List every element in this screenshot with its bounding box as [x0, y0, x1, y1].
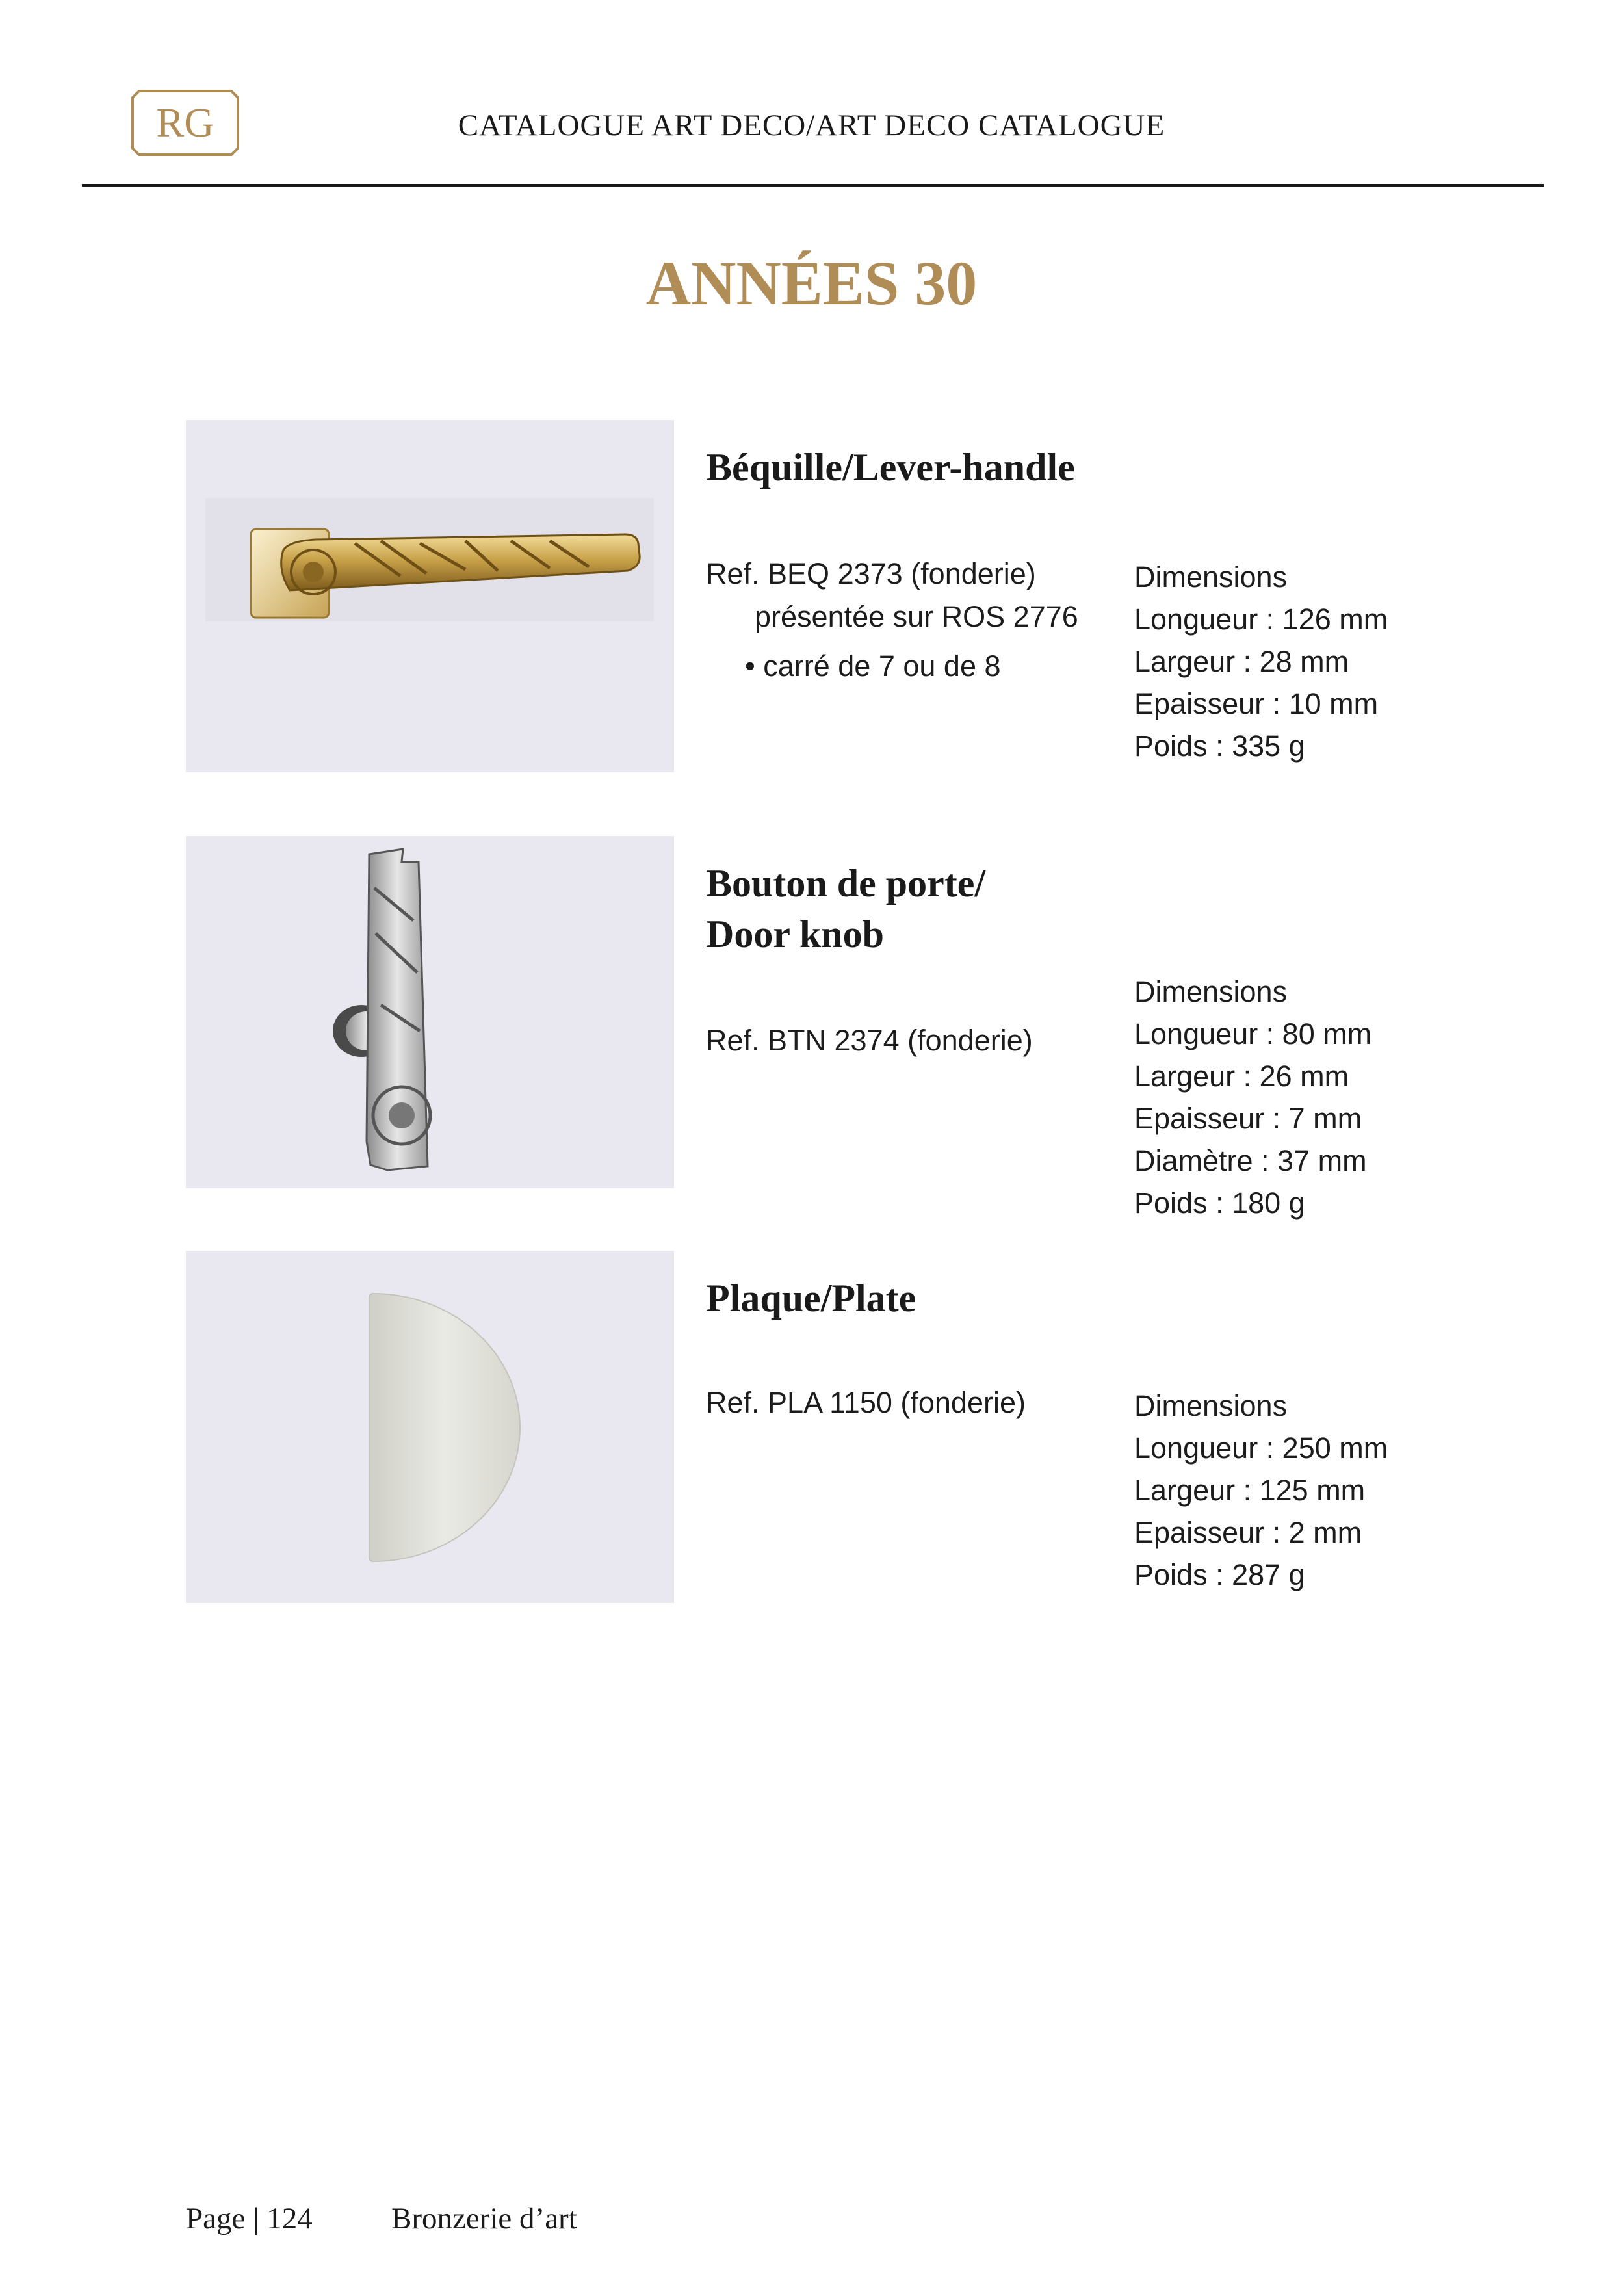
dimension-line: Epaisseur : 2 mm [1134, 1516, 1362, 1549]
page-number: Page | 124 [186, 2202, 313, 2236]
dimension-line: Largeur : 28 mm [1134, 645, 1349, 678]
silver-door-knob-icon [186, 836, 674, 1188]
product-name [706, 858, 1161, 959]
reference-code: Ref. BEQ 2373 (fonderie) [706, 557, 1036, 590]
product-name-line: Béquille/Lever-handle [706, 446, 1075, 489]
catalogue-title: CATALOGUE ART DECO/ART DECO CATALOGUE [458, 109, 1165, 142]
dimensions-heading: Dimensions [1134, 560, 1288, 594]
dimensions-heading: Dimensions [1134, 975, 1288, 1008]
reference-bullet: • carré de 7 ou de 8 [745, 649, 1001, 683]
product-name-line: Plaque/Plate [706, 1277, 916, 1320]
dimension-line: Epaisseur : 10 mm [1134, 687, 1379, 720]
dimension-line: Longueur : 126 mm [1134, 603, 1388, 636]
header-divider [82, 184, 1544, 187]
product-image-door-knob [186, 836, 674, 1188]
dimension-line: Poids : 335 g [1134, 729, 1305, 763]
product-name [706, 442, 1161, 493]
dimension-line: Longueur : 250 mm [1134, 1431, 1388, 1465]
product-name [706, 1273, 1161, 1324]
product-reference [706, 1019, 1122, 1062]
dimension-line: Diamètre : 37 mm [1134, 1144, 1367, 1177]
reference-code: Ref. PLA 1150 (fonderie) [706, 1386, 1026, 1419]
reference-note: présentée sur ROS 2776 [755, 600, 1078, 633]
brass-lever-handle-icon [186, 420, 674, 772]
logo-text: RG [156, 99, 214, 146]
product-image-lever-handle [186, 420, 674, 772]
dimension-line: Longueur : 80 mm [1134, 1017, 1372, 1050]
product-dimensions [1134, 556, 1537, 767]
product-dimensions [1134, 1385, 1537, 1596]
product-reference [706, 1381, 1122, 1424]
product-dimensions [1134, 971, 1537, 1224]
product-reference [706, 553, 1122, 688]
dimension-line: Poids : 287 g [1134, 1558, 1305, 1591]
footer-brand: Bronzerie d’art [391, 2202, 577, 2236]
dimension-line: Epaisseur : 7 mm [1134, 1102, 1362, 1135]
product-image-plate [186, 1251, 674, 1603]
dimensions-heading: Dimensions [1134, 1389, 1288, 1422]
product-name-line: Bouton de porte/ [706, 862, 986, 905]
dimension-line: Largeur : 125 mm [1134, 1474, 1366, 1507]
half-circle-plate-icon [186, 1251, 674, 1603]
dimension-line: Poids : 180 g [1134, 1186, 1305, 1220]
page-title: ANNÉES 30 [645, 248, 978, 318]
dimension-line: Largeur : 26 mm [1134, 1060, 1349, 1093]
reference-code: Ref. BTN 2374 (fonderie) [706, 1024, 1033, 1057]
product-name-line: Door knob [706, 913, 884, 956]
